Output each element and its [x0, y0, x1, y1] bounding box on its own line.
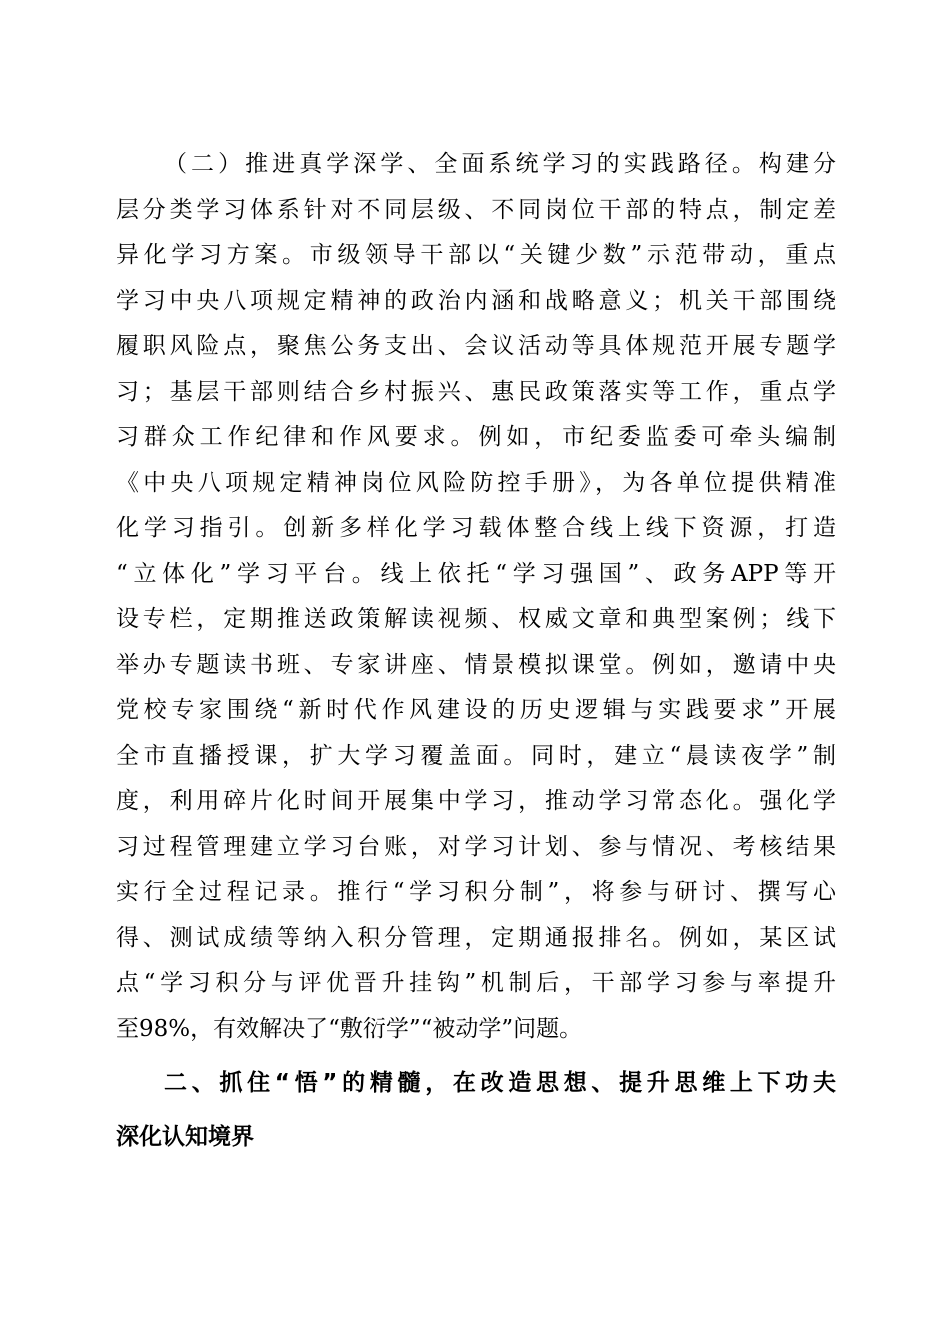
document-body: [116, 142, 836, 1164]
paragraph-line: 习群众工作纪律和作风要求。例如，市纪委监委可牵头编制: [116, 424, 836, 450]
paragraph-line: 化学习指引。创新多样化学习载体整合线上线下资源，打造: [116, 515, 836, 541]
paragraph-line: 习；基层干部则结合乡村振兴、惠民政策落实等工作，重点学: [116, 378, 836, 405]
paragraph-line: 至98%，有效解决了“敷衍学”“被动学”问题。: [116, 1015, 583, 1042]
paragraph-line: 习过程管理建立学习台账，对学习计划、参与情况、考核结果: [116, 833, 836, 860]
paragraph-line: 异化学习方案。市级领导干部以“关键少数”示范带动，重点: [116, 242, 836, 268]
paragraph-line: 得、测试成绩等纳入积分管理，定期通报排名。例如，某区试: [116, 924, 836, 951]
paragraph-line: 设专栏，定期推送政策解读视频、权威文章和典型案例；线下: [116, 606, 836, 632]
paragraph-line: 学习中央八项规定精神的政治内涵和战略意义；机关干部围绕: [116, 287, 836, 314]
paragraph-line: 点“学习积分与评优晋升挂钩”机制后，干部学习参与率提升: [116, 970, 836, 996]
paragraph-line: （二）推进真学深学、全面系统学习的实践路径。构建分: [164, 151, 836, 177]
paragraph-line: 《中央八项规定精神岗位风险防控手册》，为各单位提供精准: [116, 469, 836, 496]
section-heading-line: 二、抓住“悟”的精髓，在改造思想、提升思维上下功夫: [164, 1070, 836, 1096]
paragraph-line: 全市直播授课，扩大学习覆盖面。同时，建立“晨读夜学”制: [116, 742, 836, 769]
paragraph-line: “立体化”学习平台。线上依托“学习强国”、政务APP等开: [116, 560, 836, 587]
paragraph-line: 层分类学习体系针对不同层级、不同岗位干部的特点，制定差: [116, 196, 836, 223]
paragraph-line: 实行全过程记录。推行“学习积分制”，将参与研讨、撰写心: [116, 879, 836, 905]
section-heading-line: 深化认知境界: [116, 1124, 254, 1150]
paragraph-line: 度，利用碎片化时间开展集中学习，推动学习常态化。强化学: [116, 788, 836, 814]
paragraph-line: 党校专家围绕“新时代作风建设的历史逻辑与实践要求”开展: [116, 697, 836, 723]
paragraph-line: 履职风险点，聚焦公务支出、会议活动等具体规范开展专题学: [116, 333, 836, 359]
paragraph-line: 举办专题读书班、专家讲座、情景模拟课堂。例如，邀请中央: [116, 651, 836, 678]
